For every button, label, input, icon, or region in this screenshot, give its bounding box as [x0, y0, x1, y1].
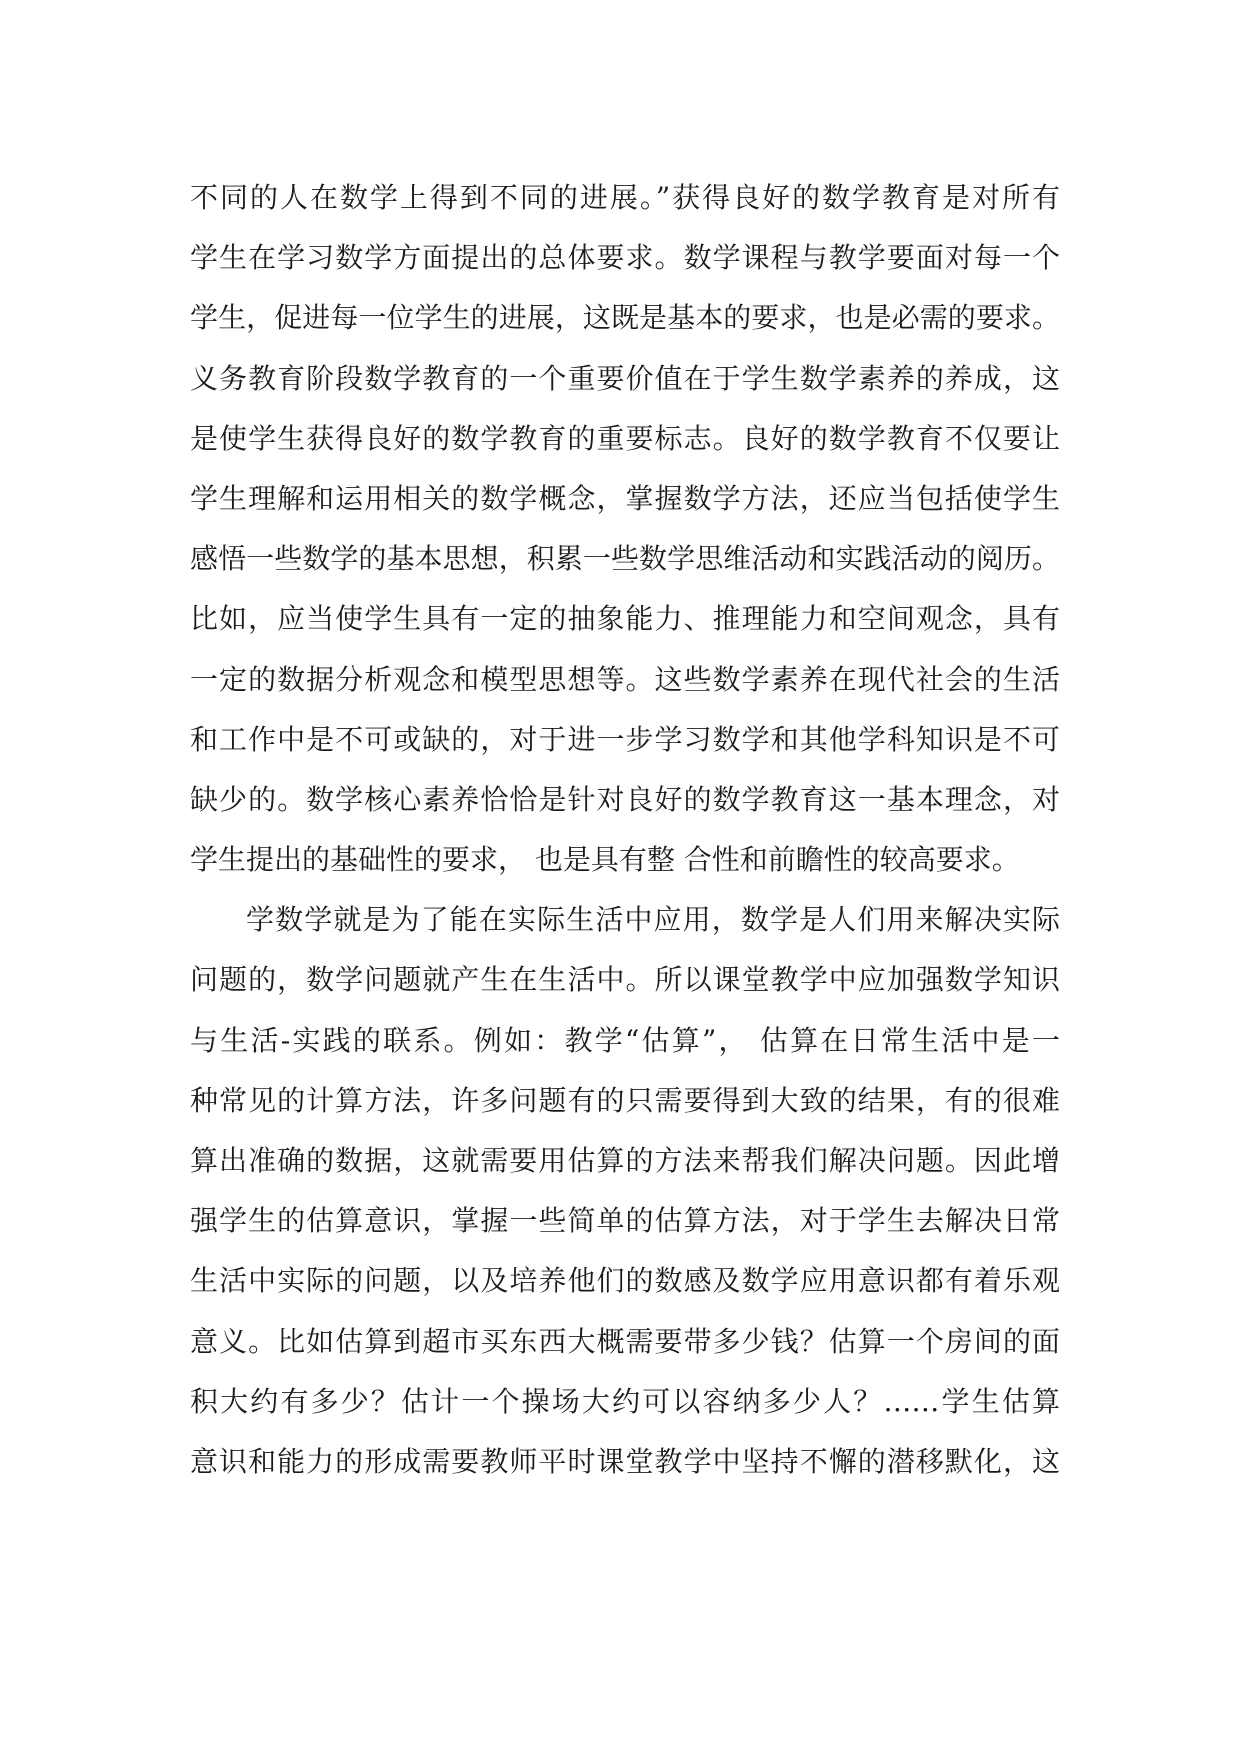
paragraph-end-line: 学生提出的基础性的要求， 也是具有整 合性和前瞻性的较高要求。 [190, 843, 1020, 877]
text-line: 一定的数据分析观念和模型思想等。这些数学素养在现代社会的生活 [190, 662, 1060, 696]
body-text [190, 168, 1060, 1492]
text-line: 义务教育阶段数学教育的一个重要价值在于学生数学素养的养成，这 [190, 361, 1060, 395]
text-line: 学生在学习数学方面提出的总体要求。数学课程与教学要面对每一个 [190, 241, 1060, 275]
paragraph-start-line: 学数学就是为了能在实际生活中应用，数学是人们用来解决实际 [246, 903, 1060, 937]
text-line: 不同的人在数学上得到不同的进展。”获得良好的数学教育是对所有 [190, 181, 1060, 214]
text-line: 与生活-实践的联系。例如：教学“估算”， 估算在日常生活中是一 [190, 1023, 1060, 1057]
text-line: 意义。比如估算到超市买东西大概需要带多少钱？估算一个房间的面 [190, 1324, 1060, 1358]
text-line: 比如，应当使学生具有一定的抽象能力、推理能力和空间观念，具有 [190, 602, 1060, 636]
text-line: 学生理解和运用相关的数学概念，掌握数学方法，还应当包括使学生 [190, 481, 1060, 515]
text-line: 强学生的估算意识，掌握一些简单的估算方法，对于学生去解决日常 [190, 1204, 1060, 1238]
text-line: 积大约有多少？估计一个操场大约可以容纳多少人？……学生估算 [190, 1384, 1060, 1418]
text-line: 和工作中是不可或缺的，对于进一步学习数学和其他学科知识是不可 [190, 722, 1060, 756]
text-line: 种常见的计算方法，许多问题有的只需要得到大致的结果，有的很难 [190, 1083, 1060, 1117]
text-line: 感悟一些数学的基本思想，积累一些数学思维活动和实践活动的阅历。 [190, 542, 1060, 576]
text-line: 是使学生获得良好的数学教育的重要标志。良好的数学教育不仅要让 [190, 421, 1060, 455]
text-line: 缺少的。数学核心素养恰恰是针对良好的数学教育这一基本理念，对 [190, 782, 1060, 816]
text-line: 生活中实际的问题，以及培养他们的数感及数学应用意识都有着乐观 [190, 1264, 1060, 1298]
text-line: 问题的，数学问题就产生在生活中。所以课堂教学中应加强数学知识 [190, 963, 1060, 997]
text-line: 算出准确的数据，这就需要用估算的方法来帮我们解决问题。因此增 [190, 1144, 1060, 1177]
text-line: 学生，促进每一位学生的进展，这既是基本的要求，也是必需的要求。 [190, 301, 1060, 335]
text-line: 意识和能力的形成需要教师平时课堂教学中坚持不懈的潜移默化，这 [190, 1444, 1060, 1478]
